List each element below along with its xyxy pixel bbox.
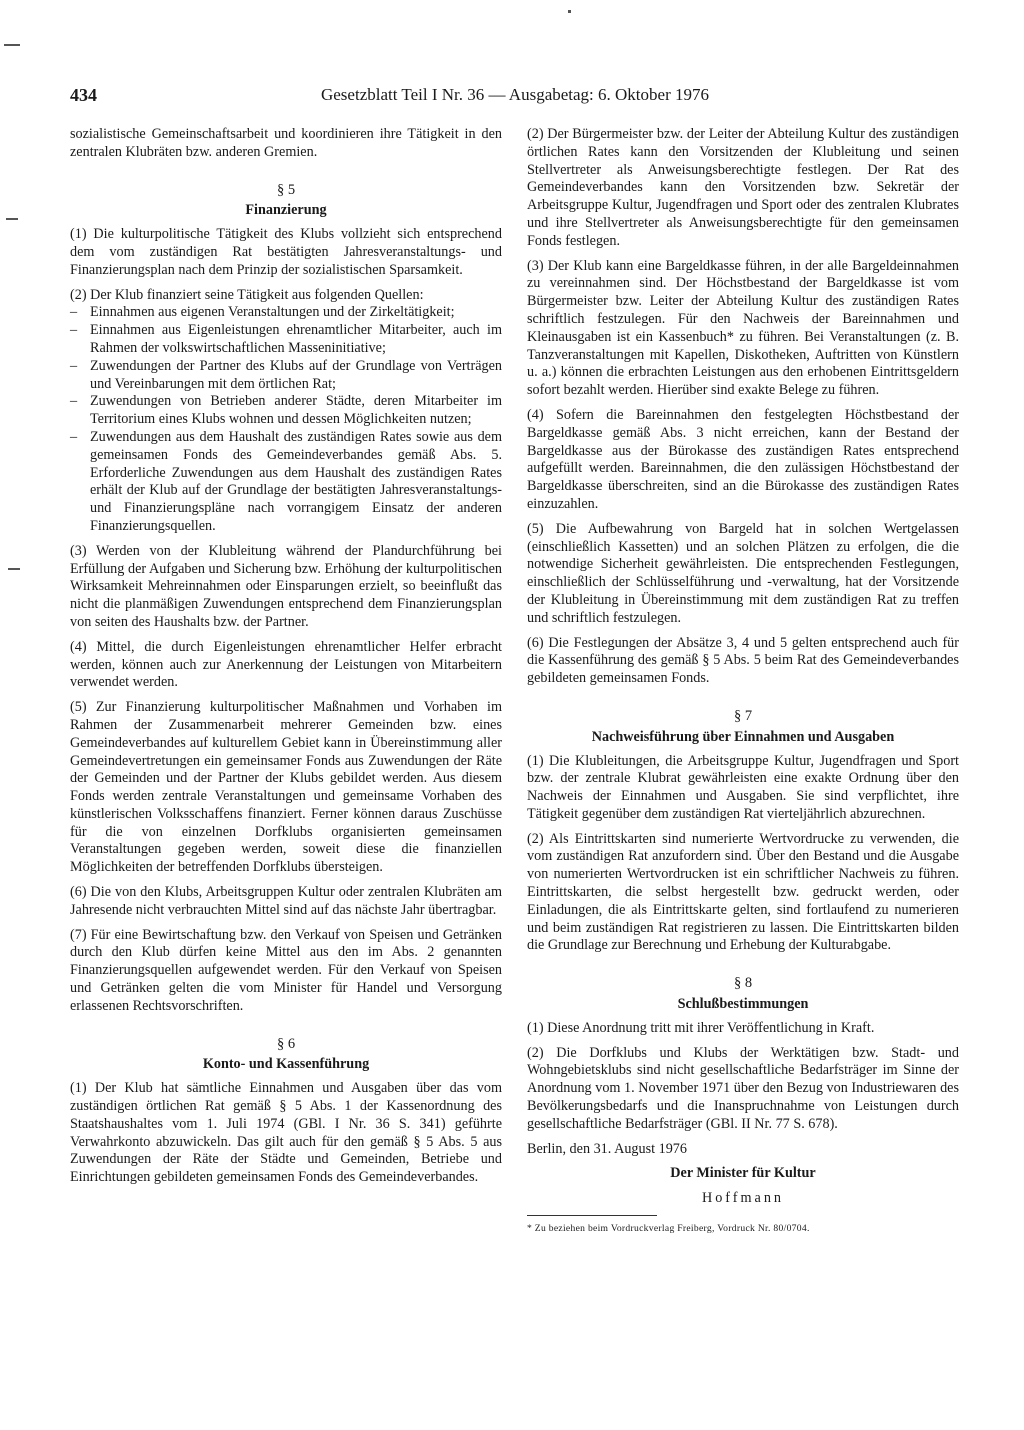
section-title: Finanzierung	[245, 202, 327, 219]
paragraph: (2) Als Eintrittskarten sind numerierte Wertvordrucke zu verwenden, die vom zuständigen Rat anzufordern sind. Über den Bestand und die Ausgabe von numerierten Wertvordrucken ist ein schriftlicher Nachweis zu führen. Eintrittskarten, die selbst hergestellt bzw. gedruckt werden, oder Einladungen, die als Eintrittskarte gelten, sind fortlaufend zu numerieren und beim zuständigen Rat registrieren zu lassen. Die Eintrittskarten bilden die Grundlage zur Berechnung und Erhebung der Kulturabgabe.	[527, 830, 959, 954]
paragraph: (5) Die Aufbewahrung von Bargeld hat in solchen Wertgelassen (einschließlich Kassetten) und an solchen Plätzen zu erfolgen, die die notwendige Sicherheit gewährleisten. Die entsprechenden Festlegungen, einschließlich der Schlüsselführung und -verwaltung, hat der Vorsitzende der Klubleitung in Übereinstimmung mit dem zuständigen Rat zu treffen und schriftlich festzulegen.	[527, 520, 959, 626]
footnote: * Zu beziehen beim Vordruckverlag Freiberg, Vordruck Nr. 80/0704.	[527, 1223, 810, 1235]
section-title: Schlußbestimmungen	[677, 996, 809, 1013]
footnote-rule	[527, 1215, 657, 1216]
paragraph: (4) Mittel, die durch Eigenleistungen ehrenamtlicher Helfer erbracht werden, können auch zur Anerkennung der Leistungen von Mitarbeitern verwendet werden.	[70, 638, 502, 691]
funding-sources-list	[70, 304, 502, 535]
paragraph: sozialistische Gemeinschaftsarbeit und koordinieren ihre Tätigkeit in den zentralen Klubräten bzw. anderen Gremien.	[70, 126, 502, 160]
page-header	[70, 83, 960, 107]
paragraph: (5) Zur Finanzierung kulturpolitischer Maßnahmen und Vorhaben im Rahmen der Zusammenarbeit mehrerer Gemeinden bzw. eines Gemeindeverbandes auf kulturellem Gebiet kann in Übereinstimmung aller Gemeindevertretungen ein gemeinsamer Fonds aus Zuwendungen der Räte der Gemeinden und der Partner der Klubs gebildet werden. Aus diesem Fonds werden zentrale Veranstaltungen und gemeinsame Vorhaben des künstlerischen Volksschaffens finanziert. Ferner können daraus Zuschüsse für die von einzelnen Dorfklubs organisierten gemeinsamen Veranstaltungen gegeben werden, soweit diese die finanziellen Möglichkeiten der betreffenden Dorfklubs übersteigen.	[70, 699, 502, 876]
paragraph: (1) Der Klub hat sämtliche Einnahmen und Ausgaben über das vom zuständigen örtlichen Rat gemäß § 5 Abs. 1 der Kassenordnung des Staatshaushaltes vom 1. Juli 1974 (GBl. I Nr. 36 S. 341) geführte Verwahrkonto abzuwickeln. Das gilt auch für den gemäß § 5 Abs. 5 aus Zuwendungen der Räte der Städte und Gemeinden, Betriebe und Einrichtungen gebildeten gemeinsamen Fonds des Gemeindeverbandes.	[70, 1080, 502, 1186]
paragraph: (3) Der Klub kann eine Bargeldkasse führen, in der alle Bargeldeinnahmen zu vereinnahmen sind. Der Höchstbestand der Bargeldkasse ist vom Bürgermeister bzw. Leiter der Abteilung Kultur des zuständigen Rates schriftlich festzulegen. Für den Nachweis der Bareinnahmen und Kleinausgaben ist ein Kassenbuch* zu führen. Bei Veranstaltungen (z. B. Tanzveranstaltungen mit Kapellen, Diskotheken, Auftritten von Künstlern u. a.) können die erbrachten Leistungen aus den erhobenen Eintrittsgeldern sofort bezahlt werden. Hierüber sind exakte Belege zu führen.	[527, 257, 959, 399]
list-item: – Einnahmen aus Eigenleistungen ehrenamtlicher Mitarbeiter, auch im Rahmen der volkswirtschaftlichen Masseninitiative;	[70, 322, 502, 358]
section-number: § 6	[276, 1035, 296, 1052]
paragraph: (4) Sofern die Bareinnahmen den festgelegten Höchstbestand der Bargeldkasse gemäß Abs. 3 nicht erreichen, kann der Bestand der Bargeldkasse aus der Bürokasse des zuständigen Rates entsprechend aufgefüllt werden. Bareinnahmen, die den zulässigen Höchstbestand der Bargeldkasse überschreiten, sind an die Bürokasse des zuständigen Rates einzuzahlen.	[527, 406, 959, 512]
paragraph: (6) Die von den Klubs, Arbeitsgruppen Kultur oder zentralen Klubräten am Jahresende nicht verbrauchten Mittel sind auf das nächste Jahr übertragbar.	[70, 884, 502, 918]
section-number: § 5	[276, 181, 296, 198]
signer-name: Hoffmann	[701, 1190, 785, 1207]
page-number: 434	[70, 85, 97, 105]
paragraph: (1) Diese Anordnung tritt mit ihrer Veröffentlichung in Kraft.	[527, 1019, 875, 1036]
signer-title: Der Minister für Kultur	[670, 1165, 816, 1182]
running-title: Gesetzblatt Teil I Nr. 36 — Ausgabetag: 6. Oktober 1976	[320, 85, 709, 104]
paragraph: (1) Die kulturpolitische Tätigkeit des Klubs vollzieht sich entsprechend dem vom zuständigen Rat bestätigten Jahresveranstaltungs- und Finanzierungsplan nach dem Prinzip der sozialistischen Sparsamkeit.	[70, 226, 502, 278]
paragraph: (2) Die Dorfklubs und Klubs der Werktätigen bzw. Stadt- und Wohngebietsklubs sind nicht gesellschaftliche Bedarfsträger im Sinne der Anordnung vom 1. November 1971 über den Bezug von Industriewaren des Bevölkerungsbedarfs und die Inanspruchnahme von Leistungen durch gesellschaftliche Bedarfsträger (GBl. II Nr. 77 S. 678).	[527, 1044, 959, 1132]
paragraph: (2) Der Bürgermeister bzw. der Leiter der Abteilung Kultur des zuständigen örtlichen Rates kann den Vorsitzenden der Klubleitung und seinen Stellvertreter als Anweisungsberechtigte festlegen. Der Rat des Gemeindeverbandes kann den Vorsitzenden bzw. Sekretär der Arbeitsgruppe Kultur, Jugendfragen und Sport oder des zentralen Klubrates und ihre Stellvertreter als Anweisungsberechtigte für den gemeinsamen Fonds festlegen.	[527, 126, 959, 249]
place-and-date: Berlin, den 31. August 1976	[527, 1140, 687, 1157]
section-title: Konto- und Kassenführung	[202, 1056, 370, 1073]
paragraph: (1) Die Klubleitungen, die Arbeitsgruppe Kultur, Jugendfragen und Sport bzw. der zentrale Klubrat gewährleisten eine exakte Ordnung über den Nachweis der Einnahmen und Ausgaben. Sie sind verpflichtet, ihre Tätigkeit gegenüber dem zuständigen Rat vierteljährlich abzurechnen.	[527, 752, 959, 822]
paragraph: (6) Die Festlegungen der Absätze 3, 4 und 5 gelten entsprechend auch für die Kassenführung des gemäß § 5 Abs. 5 beim Rat des Gemeindeverbandes gebildeten gemeinsamen Fonds.	[527, 634, 959, 687]
list-item: – Zuwendungen aus dem Haushalt des zuständigen Rates sowie aus dem gemeinsamen Fonds des Gemeindeverbandes gemäß Abs. 5. Erforderliche Zuwendungen aus dem Haushalt des zuständigen Rates erhält der Klub auf der Grundlage der bestätigten Jahresveranstaltungs- und Finanzierungspläne nach vorrangigem Einsatz der anderen Finanzierungsquellen.	[70, 429, 502, 536]
scan-mark	[4, 44, 20, 46]
section-title: Nachweisführung über Einnahmen und Ausgaben	[591, 728, 895, 745]
scan-mark	[8, 568, 20, 570]
paragraph: (3) Werden von der Klubleitung während der Plandurchführung bei Erfüllung der Aufgaben und Sicherung bzw. Erhöhung der kulturpolitischen Wirksamkeit Mehreinnahmen oder Einsparungen erzielt, so beeinflußt das nicht die planmäßigen Zuwendungen entsprechend dem Finanzierungsplan von seiten des Haushalts bzw. der Partner.	[70, 542, 502, 630]
paragraph: (7) Für eine Bewirtschaftung bzw. den Verkauf von Speisen und Getränken durch den Klub dürfen keine Mittel aus den im Abs. 2 genannten Finanzierungsquellen aufgewendet werden. Für den Verkauf von Speisen und Getränken gelten die vom Minister für Handel und Versorgung erlassenen Rechtsvorschriften.	[70, 926, 502, 1014]
scan-mark	[568, 10, 571, 13]
scan-mark	[6, 218, 18, 220]
section-number: § 8	[733, 975, 753, 992]
list-item: – Einnahmen aus eigenen Veranstaltungen und der Zirkeltätigkeit;	[70, 304, 502, 322]
right-column	[527, 126, 959, 1235]
left-column	[70, 126, 502, 1194]
list-item: – Zuwendungen der Partner des Klubs auf der Grundlage von Verträgen und Vereinbarungen mit dem örtlichen Rat;	[70, 358, 502, 394]
paragraph: (2) Der Klub finanziert seine Tätigkeit aus folgenden Quellen:	[70, 286, 424, 303]
list-item: – Zuwendungen von Betrieben anderer Städte, deren Mitarbeiter im Territorium eines Klubs wohnen und dessen Möglichkeiten nutzen;	[70, 393, 502, 429]
section-number: § 7	[733, 707, 753, 724]
